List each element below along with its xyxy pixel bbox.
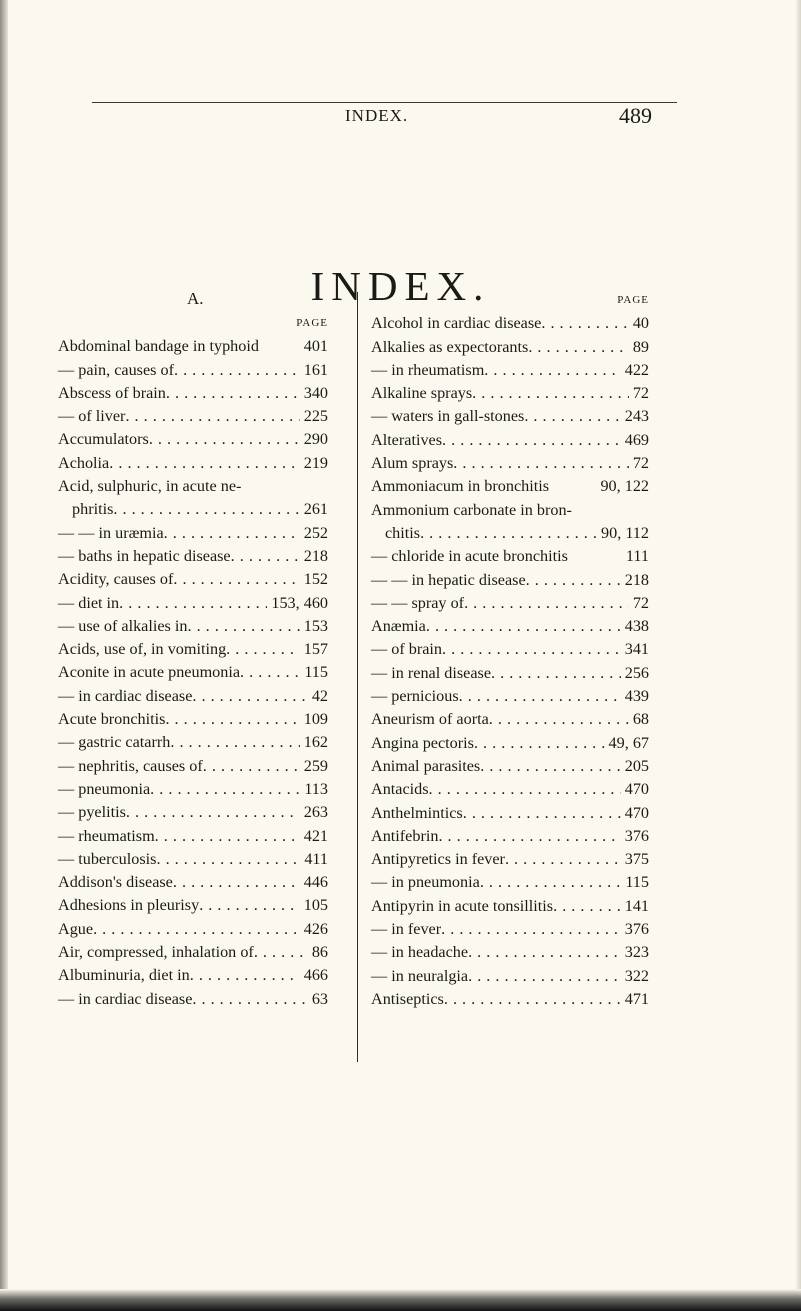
dot-leader: [203, 755, 300, 778]
index-entry: [58, 335, 328, 358]
page-column-heading-right: PAGE: [617, 294, 649, 306]
dot-leader: [541, 312, 628, 335]
index-term: — in rheumatism: [371, 360, 485, 379]
running-header: [0, 104, 801, 128]
index-term: Air, compressed, inhalation of: [58, 943, 254, 962]
dot-leader: [155, 825, 300, 848]
dot-leader: [226, 638, 300, 661]
index-term: Addison's disease: [58, 873, 173, 892]
dot-leader: [170, 731, 299, 754]
column-divider: [357, 292, 358, 1062]
index-term: — in renal disease: [371, 663, 492, 682]
index-page-ref: 72: [632, 593, 649, 612]
dot-leader: [438, 825, 620, 848]
index-entry: [58, 988, 328, 1011]
index-term: — diet in: [58, 593, 120, 612]
index-page-ref: 426: [303, 919, 328, 938]
index-term: Animal parasites: [371, 756, 481, 775]
index-page-ref: 40: [632, 314, 649, 333]
dot-leader: [166, 382, 300, 405]
index-page-ref: 471: [624, 989, 649, 1008]
dot-leader: [192, 988, 307, 1011]
index-page-ref: 218: [624, 570, 649, 589]
index-page-ref: 446: [303, 873, 328, 892]
index-page-ref: 323: [624, 943, 649, 962]
index-entry: [371, 312, 649, 335]
page-title: INDEX.: [310, 263, 491, 309]
dot-leader: [480, 871, 622, 894]
index-page-ref: 376: [624, 826, 649, 845]
index-term: — in neuralgia: [371, 966, 469, 985]
index-entry: [371, 452, 649, 475]
index-term: Albuminuria, diet in: [58, 966, 190, 985]
index-entry: [371, 359, 649, 382]
index-entry: [371, 965, 649, 988]
dot-leader: [420, 522, 597, 545]
dot-leader: [113, 498, 299, 521]
index-page-ref: 439: [624, 687, 649, 706]
index-term: — chloride in acute bronchitis: [371, 547, 568, 566]
index-entry: [58, 638, 328, 661]
index-page-ref: 105: [303, 896, 328, 915]
index-page-ref: 438: [624, 617, 649, 636]
index-entry: [58, 615, 328, 638]
index-term: Acute bronchitis: [58, 710, 166, 729]
index-page-ref: 63: [311, 989, 328, 1008]
index-entry: [58, 941, 328, 964]
page-column-heading: PAGE: [296, 317, 328, 329]
dot-leader: [463, 802, 621, 825]
index-entry: [371, 988, 649, 1011]
index-entry: [58, 498, 328, 521]
index-page-ref: 411: [304, 849, 328, 868]
dot-leader: [474, 732, 605, 755]
index-page-ref: 115: [304, 663, 328, 682]
index-page-ref: 290: [303, 430, 328, 449]
index-page-ref: 72: [632, 454, 649, 473]
index-term: — of liver: [58, 407, 126, 426]
index-term: Angina pectoris: [371, 733, 474, 752]
index-term: Abscess of brain: [58, 383, 166, 402]
dot-leader: [553, 895, 621, 918]
index-term: — — in hepatic disease: [371, 570, 526, 589]
left-entry-list: [58, 335, 328, 1011]
index-entry: [58, 428, 328, 451]
index-term: Accumulators: [58, 430, 149, 449]
index-page-ref: 470: [624, 803, 649, 822]
index-page-ref: 68: [632, 710, 649, 729]
index-page-ref: 375: [624, 850, 649, 869]
index-entry: [371, 569, 649, 592]
index-entry: [371, 382, 649, 405]
index-page-ref: 341: [624, 640, 649, 659]
index-entry: [58, 755, 328, 778]
index-term: Alum sprays: [371, 454, 454, 473]
index-entry: [58, 475, 328, 498]
dot-leader: [491, 662, 621, 685]
index-page-ref: 162: [303, 733, 328, 752]
index-term: Anthelmintics: [371, 803, 463, 822]
index-page-ref: 252: [303, 523, 328, 542]
dot-leader: [93, 918, 300, 941]
index-term: — nephritis, causes of: [58, 756, 203, 775]
index-entry: [371, 615, 649, 638]
index-term: Aconite in acute pneumonia: [58, 663, 241, 682]
index-term: — pain, causes of: [58, 360, 174, 379]
index-page-ref: 72: [632, 384, 649, 403]
index-entry: [371, 638, 649, 661]
index-entry: [371, 405, 649, 428]
index-page-ref: 322: [624, 966, 649, 985]
dot-leader: [429, 778, 621, 801]
index-page-ref: 421: [303, 826, 328, 845]
dot-leader: [190, 964, 300, 987]
index-term: Adhesions in pleurisy: [58, 896, 200, 915]
dot-leader: [484, 359, 620, 382]
index-page-ref: 256: [624, 663, 649, 682]
index-entry: [371, 871, 649, 894]
index-term: — — spray of: [371, 593, 465, 612]
index-term: Alkalies as expectorants: [371, 337, 529, 356]
index-page-ref: 219: [303, 453, 328, 472]
index-term: — baths in hepatic disease: [58, 546, 231, 565]
index-term: — tuberculosis: [58, 849, 157, 868]
index-entry: [371, 475, 649, 498]
index-entry: [371, 848, 649, 871]
index-entry: [371, 499, 649, 522]
dot-leader: [459, 685, 621, 708]
dot-leader: [187, 615, 299, 638]
index-entry: [371, 895, 649, 918]
index-entry: [58, 964, 328, 987]
index-term: Antipyretics in fever: [371, 850, 505, 869]
index-term: — use of alkalies in: [58, 616, 188, 635]
index-term: Ammoniacum in bronchitis: [371, 477, 550, 496]
index-term: Antacids: [371, 780, 429, 799]
index-page-ref: 225: [303, 407, 328, 426]
index-entry: [371, 918, 649, 941]
index-page-ref: 218: [303, 546, 328, 565]
dot-leader: [156, 848, 300, 871]
header-rule: [92, 102, 677, 103]
dot-leader: [126, 801, 300, 824]
index-term: Acid, sulphuric, in acute ne-: [58, 477, 242, 496]
index-entry: [371, 685, 649, 708]
index-page-ref: 376: [624, 920, 649, 939]
dot-leader: [528, 336, 628, 359]
index-entry: [58, 592, 328, 615]
index-page-ref: 263: [303, 803, 328, 822]
index-page-ref: 115: [625, 873, 649, 892]
index-term: Alcohol in cardiac disease: [371, 314, 542, 333]
index-page-ref: [645, 499, 649, 522]
dot-leader: [231, 545, 300, 568]
dot-leader: [149, 428, 300, 451]
running-title: INDEX.: [345, 106, 409, 125]
index-page-ref: 157: [303, 640, 328, 659]
index-term: Antiseptics: [371, 989, 444, 1008]
index-entry: [371, 662, 649, 685]
dot-leader: [489, 708, 629, 731]
index-entry: [371, 708, 649, 731]
index-entry: [371, 941, 649, 964]
index-term: Acholia: [58, 453, 110, 472]
index-entry: [58, 778, 328, 801]
index-entry: [371, 522, 649, 545]
dot-leader: [173, 871, 300, 894]
index-term: — pneumonia: [58, 779, 151, 798]
index-term: — in pneumonia: [371, 873, 480, 892]
index-term: Ammonium carbonate in bron-: [371, 500, 572, 519]
index-term: — gastric catarrh: [58, 733, 171, 752]
index-entry: [371, 336, 649, 359]
index-entry: [371, 778, 649, 801]
index-page-ref: 153: [303, 616, 328, 635]
index-term: Antifebrin: [371, 826, 439, 845]
index-page-ref: 49, 67: [608, 733, 649, 752]
index-entry: [58, 801, 328, 824]
dot-leader: [444, 988, 621, 1011]
index-entry: [58, 918, 328, 941]
index-entry: [58, 661, 328, 684]
index-entry: [371, 802, 649, 825]
index-page-ref: 90, 112: [601, 523, 649, 542]
index-page-ref: 113: [304, 779, 328, 798]
index-entry: [58, 708, 328, 731]
index-page-ref: 153, 460: [271, 593, 328, 612]
dot-leader: [468, 941, 621, 964]
index-term: — waters in gall-stones: [371, 407, 525, 426]
index-entry: [58, 848, 328, 871]
index-page-ref: 205: [624, 756, 649, 775]
dot-leader: [441, 918, 621, 941]
dot-leader: [173, 568, 299, 591]
page-edge-shadow: [795, 0, 801, 1311]
index-term: Acids, use of, in vomiting: [58, 640, 227, 659]
index-page-ref: 89: [632, 337, 649, 356]
index-term: — pernicious: [371, 687, 459, 706]
index-page-ref: 141: [624, 896, 649, 915]
section-letter: A.: [187, 289, 204, 308]
index-page-ref: 259: [303, 756, 328, 775]
index-page-ref: 42: [311, 686, 328, 705]
index-entry: [371, 755, 649, 778]
page-spine-shadow: [0, 0, 8, 1311]
index-term: — — in uræmia: [58, 523, 164, 542]
dot-leader: [442, 429, 621, 452]
index-entry: [58, 405, 328, 428]
index-page-ref: 161: [303, 360, 328, 379]
index-page-ref: 90, 122: [600, 477, 649, 496]
index-entry: [58, 871, 328, 894]
dot-leader: [240, 661, 300, 684]
index-term: — pyelitis: [58, 803, 126, 822]
index-term: Ague: [58, 919, 94, 938]
dot-leader: [472, 382, 629, 405]
index-page-ref: 109: [303, 710, 328, 729]
dot-leader: [480, 755, 620, 778]
right-entry-list: [371, 312, 649, 1011]
dot-leader: [192, 685, 307, 708]
index-term: Alteratives: [371, 430, 443, 449]
index-term: — in fever: [371, 920, 442, 939]
index-entry: [58, 382, 328, 405]
index-page-ref: 466: [303, 966, 328, 985]
index-entry: [371, 732, 649, 755]
index-entry: [58, 685, 328, 708]
index-term: Anæmia: [371, 617, 426, 636]
index-page-ref: [324, 475, 328, 498]
index-page-ref: 261: [303, 500, 328, 519]
dot-leader: [254, 941, 308, 964]
dot-leader: [505, 848, 621, 871]
dot-leader: [453, 452, 629, 475]
index-page-ref: 401: [303, 337, 328, 356]
dot-leader: [526, 569, 621, 592]
dot-leader: [164, 522, 300, 545]
index-term: phritis: [72, 500, 114, 519]
index-entry: [58, 731, 328, 754]
index-entry: [371, 545, 649, 568]
index-term: — in cardiac disease: [58, 989, 193, 1008]
dot-leader: [468, 965, 621, 988]
index-term: Aneurism of aorta: [371, 710, 489, 729]
index-page-ref: 111: [625, 547, 649, 566]
page-bottom-shadow: [0, 1289, 801, 1311]
dot-leader: [174, 359, 300, 382]
index-term: — rheumatism: [58, 826, 155, 845]
dot-leader: [119, 592, 267, 615]
index-entry: [58, 545, 328, 568]
index-term: — in headache: [371, 943, 469, 962]
dot-leader: [464, 592, 629, 615]
index-page-ref: 86: [311, 943, 328, 962]
index-page-ref: 243: [624, 407, 649, 426]
index-entry: [371, 825, 649, 848]
index-term: — of brain: [371, 640, 443, 659]
index-term: — in cardiac disease: [58, 686, 193, 705]
index-entry: [371, 429, 649, 452]
index-page-ref: 469: [624, 430, 649, 449]
index-entry: [58, 825, 328, 848]
index-entry: [58, 894, 328, 917]
dot-leader: [109, 452, 299, 475]
index-entry: [58, 522, 328, 545]
index-entry: [58, 452, 328, 475]
index-term: chitis: [385, 523, 421, 542]
dot-leader: [442, 638, 621, 661]
index-term: Acidity, causes of: [58, 570, 174, 589]
dot-leader: [165, 708, 299, 731]
dot-leader: [125, 405, 299, 428]
dot-leader: [199, 894, 300, 917]
page-number: 489: [619, 103, 652, 128]
index-page-ref: 422: [624, 360, 649, 379]
index-term: Antipyrin in acute tonsillitis: [371, 896, 554, 915]
index-entry: [58, 359, 328, 382]
index-page-ref: 152: [303, 570, 328, 589]
index-page-ref: 470: [624, 780, 649, 799]
index-entry: [371, 592, 649, 615]
index-page-ref: 340: [303, 383, 328, 402]
index-entry: [58, 568, 328, 591]
dot-leader: [150, 778, 300, 801]
left-index-column: [58, 312, 328, 1011]
dot-leader: [524, 405, 620, 428]
index-term: Abdominal bandage in typhoid: [58, 337, 259, 356]
dot-leader: [426, 615, 621, 638]
right-index-column: [371, 289, 649, 1011]
index-term: Alkaline sprays: [371, 384, 473, 403]
